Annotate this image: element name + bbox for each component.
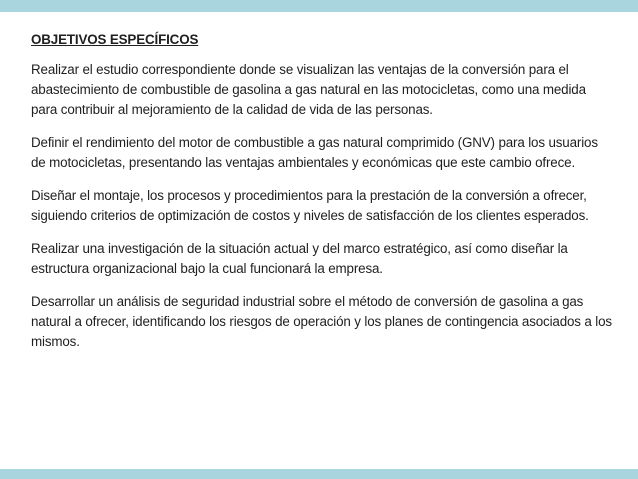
objective-paragraph-4: Realizar una investigación de la situación actual y del marco estratégico, así como diseñar la estructura organizacional bajo la cual funcionará la empresa.	[31, 241, 568, 276]
bottom-accent-bar	[0, 469, 638, 479]
objective-paragraph-1: Realizar el estudio correspondiente donde se visualizan las ventajas de la conversión para el abastecimiento de combustible de gasolina a gas natural en las motocicletas, como una medida para contribuir al mejoramiento de la calidad de vida de las personas.	[31, 62, 586, 117]
objective-paragraph-2: Definir el rendimiento del motor de combustible a gas natural comprimido (GNV) para los usuarios de motocicletas, presentando las ventajas ambientales y económicas que este cambio ofrece.	[31, 135, 598, 170]
objective-paragraph-5: Desarrollar un análisis de seguridad industrial sobre el método de conversión de gasolina a gas natural a ofrecer, identificando los riesgos de operación y los planes de contingencia asociados a los mismos.	[31, 294, 612, 349]
slide-heading: OBJETIVOS ESPECÍFICOS	[31, 32, 199, 47]
objective-paragraph-3: Diseñar el montaje, los procesos y procedimientos para la prestación de la conversión a ofrecer, siguiendo criterios de optimización de costos y niveles de satisfacción de los clientes esperados.	[31, 188, 589, 223]
top-accent-bar	[0, 0, 638, 12]
slide-content	[31, 30, 613, 365]
